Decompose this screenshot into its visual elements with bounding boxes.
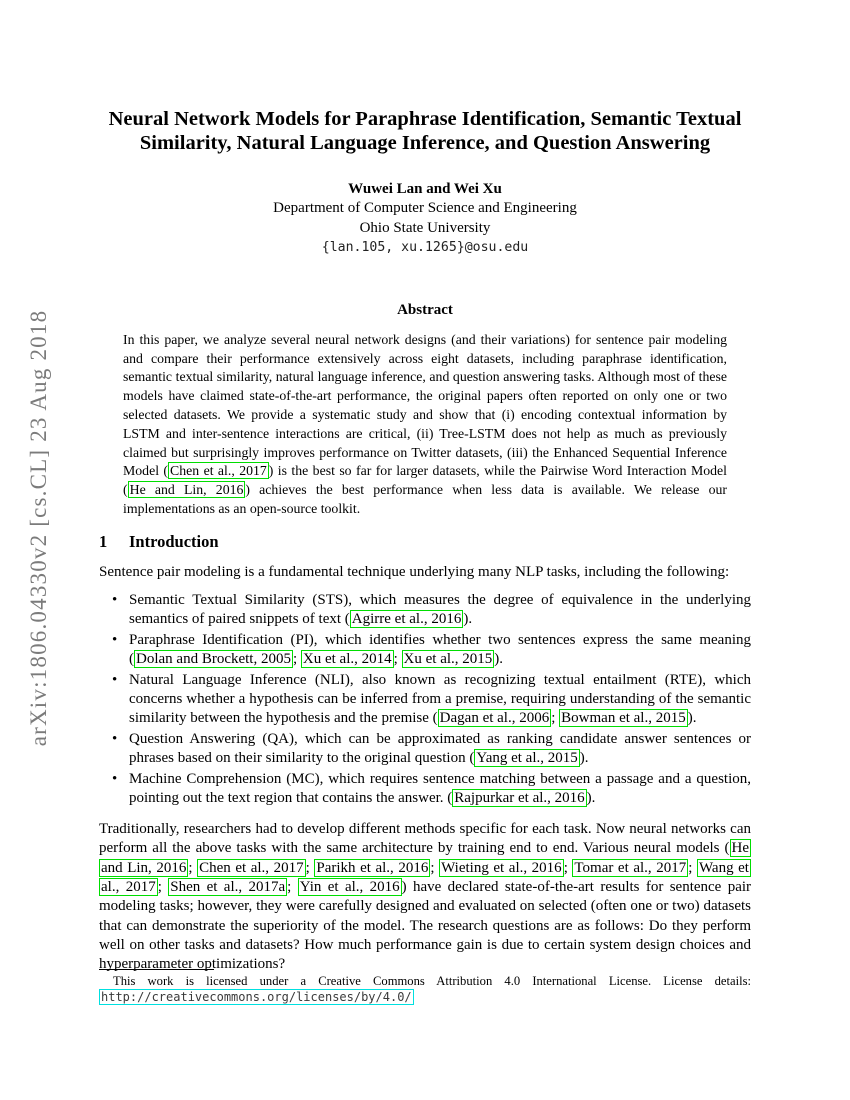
email-line: {lan.105, xu.1265}@osu.edu	[321, 239, 529, 255]
citation-link[interactable]: Dagan et al., 2006	[439, 710, 550, 727]
abstract-text: In this paper, we analyze several neural network designs (and their variations) for sentence pair modeling and compare their performance extensively across eight datasets, including paraphrase identification, semantic textual similarity, natural language inference, and question answering tasks. Although most of these models have claimed state-of-the-art performance, the original papers often reported on only one or two selected datasets. We provide a systematic study and show that (i) encoding contextual information by LSTM and inter-sentence interactions are critical, (ii) Tree-LSTM does not help as much as previously claimed but surprisingly improves performance on Twitter datasets, (iii) the Enhanced Sequential Inference Model ( Chen et al., 2017 ) is the best so far for larger datasets, while the Pairwise Word Interaction Model ( He and Lin, 2016 ) achieves the best performance when less data is available. We release our implementations as an open-source toolkit.	[123, 331, 727, 517]
citation-link[interactable]: Wieting et al., 2016	[441, 859, 562, 876]
citation-link[interactable]: Tomar et al., 2017	[574, 859, 687, 876]
citation-link[interactable]: Bowman et al., 2015	[561, 710, 686, 727]
citation-link[interactable]: Chen et al., 2017	[170, 463, 267, 479]
citation-link[interactable]: Yin et al., 2016	[299, 879, 400, 896]
list-item	[129, 730, 751, 768]
list-item	[129, 770, 751, 808]
citation-link[interactable]: He and Lin, 2016	[129, 482, 244, 498]
citation-link[interactable]: Xu et al., 2014	[302, 651, 392, 668]
section-heading-introduction	[99, 532, 751, 552]
section-title: Introduction	[129, 531, 219, 551]
citation-link[interactable]: Agirre et al., 2016	[351, 611, 462, 628]
list-item	[129, 591, 751, 629]
list-item-text: Machine Comprehension (MC), which requires sentence matching between a passage and a question, pointing out the text region that contains the answer. ( Rajpurkar et al., 2016 ).	[129, 771, 751, 807]
list-item-text: Question Answering (QA), which can be approximated as ranking candidate answer sentences or phrases based on their similarity to the original question ( Yang et al., 2015 ).	[129, 731, 751, 767]
footnote-text: This work is licensed under a Creative Commons Attribution 4.0 International License. License details: http://creativecommons.org/licenses/by/4.0/	[101, 974, 751, 1004]
citation-link[interactable]: Wang et al., 2017	[101, 859, 749, 896]
authors-line: Wuwei Lan and Wei Xu	[348, 181, 502, 197]
paper-title: Neural Network Models for Paraphrase Identification, Semantic Textual Similarity, Natural Language Inference, and Question Answering	[108, 108, 742, 154]
intro-paragraph: Traditionally, researchers had to develop different methods specific for each task. Now neural networks can perform all the above tasks with the same architecture by training end to end. Various neural models ( He and Lin, 2016 ; Chen et al., 2017 ; Parikh et al., 2016 ; Wieting et al., 2016 ; Tomar et al., 2017 ; Wang et al., 2017 ; Shen et al., 2017a ; Yin et al., 2016 ) have declared state-of-the-art results for sentence pair modeling tasks; however, they were carefully designed and evaluated on selected (often one or two) datasets that can demonstrate the superiority of the model. The research questions are as follows: Do they perform well on other tasks and datasets? How much performance gain is due to certain system design choices and hyperparameter optimizations?	[99, 821, 752, 973]
footnote-rule	[99, 969, 214, 970]
paper-content	[99, 0, 751, 975]
bullet-icon	[112, 770, 117, 789]
department-line: Department of Computer Science and Engineering	[273, 200, 577, 217]
citation-link[interactable]: Rajpurkar et al., 2016	[454, 790, 585, 807]
arxiv-watermark: arXiv:1806.04330v2 [cs.CL] 23 Aug 2018	[26, 309, 51, 747]
bullet-icon	[112, 631, 117, 650]
list-item-text: Paraphrase Identification (PI), which identifies whether two sentences express the same meaning ( Dolan and Brockett, 2005 ; Xu et al., 2014 ; Xu et al., 2015 ).	[129, 632, 751, 668]
list-item	[129, 671, 751, 728]
list-item	[129, 631, 751, 669]
list-item-text: Natural Language Inference (NLI), also known as recognizing textual entailment (RTE), which concerns whether a hypothesis can be inferred from a premise, requiring understanding of the semantic similarity between the hypothesis and the premise ( Dagan et al., 2006 ; Bowman et al., 2015 ).	[129, 672, 751, 727]
list-item-text: Semantic Textual Similarity (STS), which measures the degree of equivalence in the underlying semantics of paired snippets of text ( Agirre et al., 2016 ).	[129, 592, 751, 628]
footnote	[99, 969, 751, 1005]
external-link[interactable]: http://creativecommons.org/licenses/by/4.0/	[101, 989, 412, 1004]
task-list	[99, 591, 751, 808]
bullet-icon	[112, 591, 117, 610]
citation-link[interactable]: Shen et al., 2017a	[170, 879, 286, 896]
university-line: Ohio State University	[359, 219, 491, 236]
abstract-heading: Abstract	[397, 301, 453, 318]
citation-link[interactable]: Xu et al., 2015	[403, 651, 493, 668]
citation-link[interactable]: Parikh et al., 2016	[316, 859, 429, 876]
citation-link[interactable]: Yang et al., 2015	[476, 750, 578, 767]
intro-lead: Sentence pair modeling is a fundamental technique underlying many NLP tasks, including the following:	[99, 563, 730, 580]
citation-link[interactable]: Dolan and Brockett, 2005	[136, 651, 291, 668]
citation-link[interactable]: Chen et al., 2017	[199, 859, 304, 876]
section-number: 1	[99, 531, 108, 551]
citation-link[interactable]: He and Lin, 2016	[101, 840, 749, 876]
bullet-icon	[112, 671, 117, 690]
bullet-icon	[112, 730, 117, 749]
